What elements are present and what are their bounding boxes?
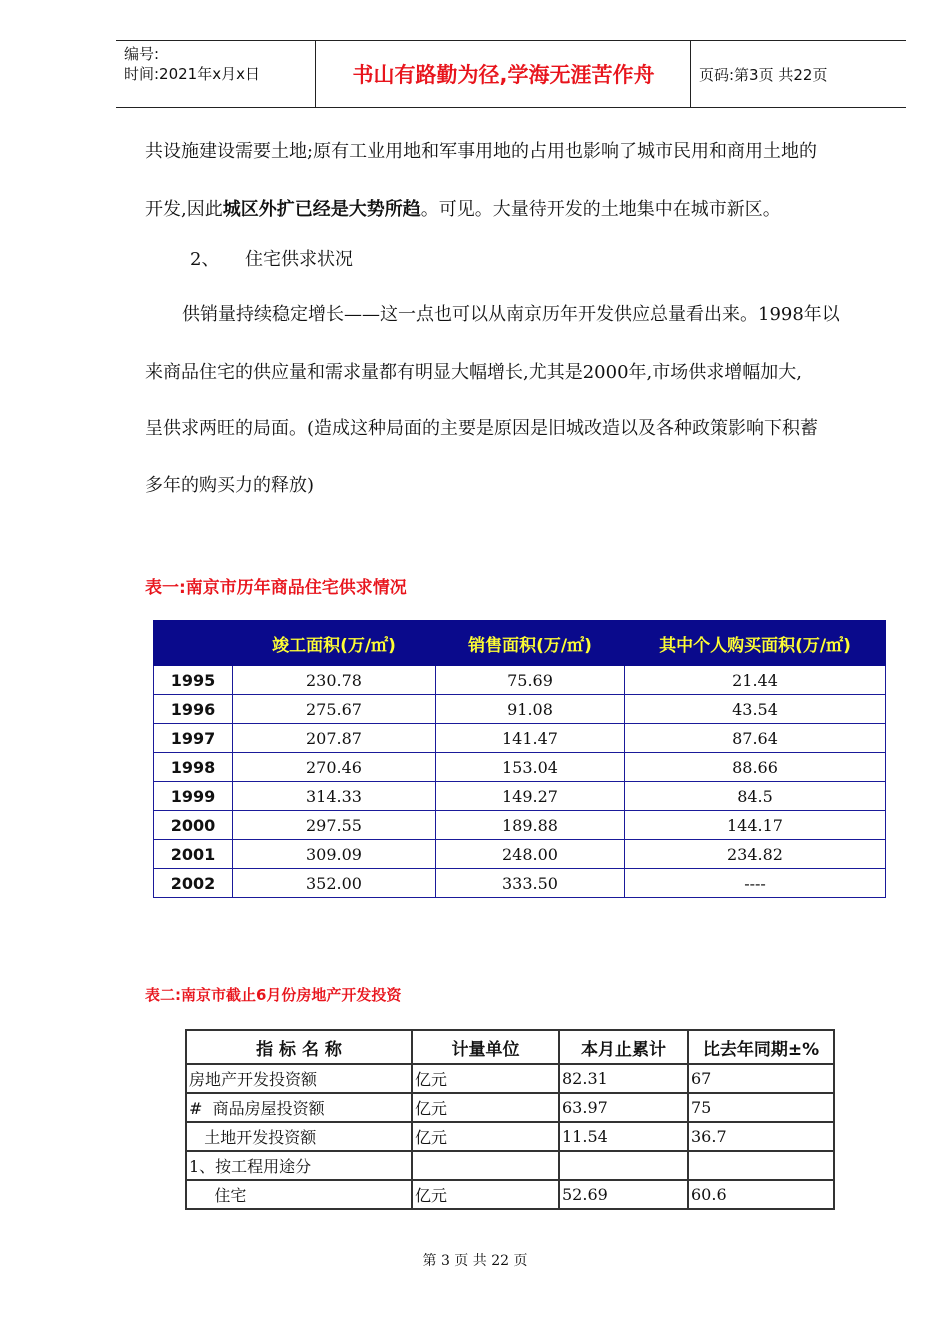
- table-cell: 153.04: [436, 753, 625, 782]
- investment-table: [185, 1029, 835, 1210]
- table-cell: 270.46: [233, 753, 436, 782]
- table-cell: 亿元: [412, 1180, 559, 1209]
- table-cell: 2002: [154, 869, 233, 898]
- table-cell: 1995: [154, 666, 233, 695]
- table-cell: 297.55: [233, 811, 436, 840]
- table-row: [154, 753, 886, 782]
- table-cell: 82.31: [559, 1064, 688, 1093]
- section-title: 住宅供求状况: [245, 249, 353, 270]
- table-header-cell: 竣工面积(万/㎡): [233, 621, 436, 666]
- table-cell: 230.78: [233, 666, 436, 695]
- table-cell: 248.00: [436, 840, 625, 869]
- table-cell: 11.54: [559, 1122, 688, 1151]
- table-header-cell: [154, 621, 233, 666]
- table-cell: 房地产开发投资额: [186, 1064, 412, 1093]
- table1-caption: 表一:南京市历年商品住宅供求情况: [145, 578, 407, 598]
- table-header-cell: 销售面积(万/㎡): [436, 621, 625, 666]
- table-row: [186, 1151, 834, 1180]
- table-cell: 207.87: [233, 724, 436, 753]
- table-row: [154, 782, 886, 811]
- table-cell: 亿元: [412, 1093, 559, 1122]
- table-header-cell: 本月止累计: [559, 1030, 688, 1064]
- table-cell: 84.5: [625, 782, 886, 811]
- table-cell: [688, 1151, 834, 1180]
- paragraph-line-3: 呈供求两旺的局面。(造成这种局面的主要是原因是旧城改造以及各种政策影响下积蓄: [145, 418, 819, 439]
- table-cell: 土地开发投资额: [186, 1122, 412, 1151]
- table-cell: 87.64: [625, 724, 886, 753]
- page-footer: 第 3 页 共 22 页: [422, 1253, 528, 1269]
- table-cell: 52.69: [559, 1180, 688, 1209]
- table-row: [154, 840, 886, 869]
- table-header-cell: 指 标 名 称: [186, 1030, 412, 1064]
- page-header: [116, 40, 906, 108]
- table-cell: 1996: [154, 695, 233, 724]
- table2-caption: 表二:南京市截止6月份房地产开发投资: [145, 986, 402, 1004]
- table-header-cell: 其中个人购买面积(万/㎡): [625, 621, 886, 666]
- table-row: [154, 724, 886, 753]
- table-cell: 149.27: [436, 782, 625, 811]
- table-cell: 88.66: [625, 753, 886, 782]
- table-cell: 309.09: [233, 840, 436, 869]
- table-cell: 63.97: [559, 1093, 688, 1122]
- document-number-label: 编号:: [124, 45, 160, 63]
- table-row: [186, 1180, 834, 1209]
- table-cell: 21.44: [625, 666, 886, 695]
- table-cell: 189.88: [436, 811, 625, 840]
- table-cell: 333.50: [436, 869, 625, 898]
- table-cell: 亿元: [412, 1122, 559, 1151]
- table-cell: 234.82: [625, 840, 886, 869]
- table-row: [186, 1093, 834, 1122]
- table-row: [154, 811, 886, 840]
- table-cell: 67: [688, 1064, 834, 1093]
- table-cell: 141.47: [436, 724, 625, 753]
- table-cell: [412, 1151, 559, 1180]
- table-cell: 75.69: [436, 666, 625, 695]
- table-cell: 亿元: [412, 1064, 559, 1093]
- header-meta: [116, 41, 316, 107]
- table-row: [186, 1122, 834, 1151]
- table-cell: 1997: [154, 724, 233, 753]
- table-cell: 2000: [154, 811, 233, 840]
- table-cell: 75: [688, 1093, 834, 1122]
- table-header-cell: 比去年同期±%: [688, 1030, 834, 1064]
- table-cell: 1999: [154, 782, 233, 811]
- table-cell: 352.00: [233, 869, 436, 898]
- body-line-2-end: 。可见。大量待开发的土地集中在城市新区。: [420, 199, 781, 220]
- table-cell: 144.17: [625, 811, 886, 840]
- table-header-cell: 计量单位: [412, 1030, 559, 1064]
- body-line-2-start: 开发,因此: [145, 199, 223, 220]
- table-row: [154, 869, 886, 898]
- table-cell: 2001: [154, 840, 233, 869]
- table-row: [186, 1064, 834, 1093]
- body-line-2-emphasis: 城区外扩已经是大势所趋: [222, 199, 421, 220]
- document-time-label: 时间:2021年x月x日: [124, 65, 260, 83]
- header-motto: 书山有路勤为径,学海无涯苦作舟: [317, 41, 691, 107]
- table-header-row: [186, 1030, 834, 1064]
- table-cell: 275.67: [233, 695, 436, 724]
- body-line-2: [145, 195, 781, 221]
- table-cell: [559, 1151, 688, 1180]
- table-cell: 60.6: [688, 1180, 834, 1209]
- supply-demand-table: [153, 620, 886, 898]
- table-cell: ----: [625, 869, 886, 898]
- header-page-number: 页码:第3页 共22页: [699, 65, 828, 84]
- paragraph-line-2: 来商品住宅的供应量和需求量都有明显大幅增长,尤其是2000年,市场供求增幅加大,: [145, 362, 802, 383]
- table-cell: 91.08: [436, 695, 625, 724]
- table-cell: 1998: [154, 753, 233, 782]
- table-cell: # 商品房屋投资额: [186, 1093, 412, 1122]
- table-cell: 36.7: [688, 1122, 834, 1151]
- body-line-1: 共设施建设需要土地;原有工业用地和军事用地的占用也影响了城市民用和商用土地的: [145, 141, 818, 162]
- table-row: [154, 666, 886, 695]
- table-cell: 314.33: [233, 782, 436, 811]
- paragraph-line-4: 多年的购买力的释放): [145, 475, 315, 496]
- table-row: [154, 695, 886, 724]
- table-header-row: [154, 621, 886, 666]
- section-number: 2、: [190, 249, 220, 270]
- table-cell: 住宅: [186, 1180, 412, 1209]
- table-cell: 1、按工程用途分: [186, 1151, 412, 1180]
- table-cell: 43.54: [625, 695, 886, 724]
- paragraph-line-1: 供销量持续稳定增长——这一点也可以从南京历年开发供应总量看出来。1998年以: [182, 304, 840, 325]
